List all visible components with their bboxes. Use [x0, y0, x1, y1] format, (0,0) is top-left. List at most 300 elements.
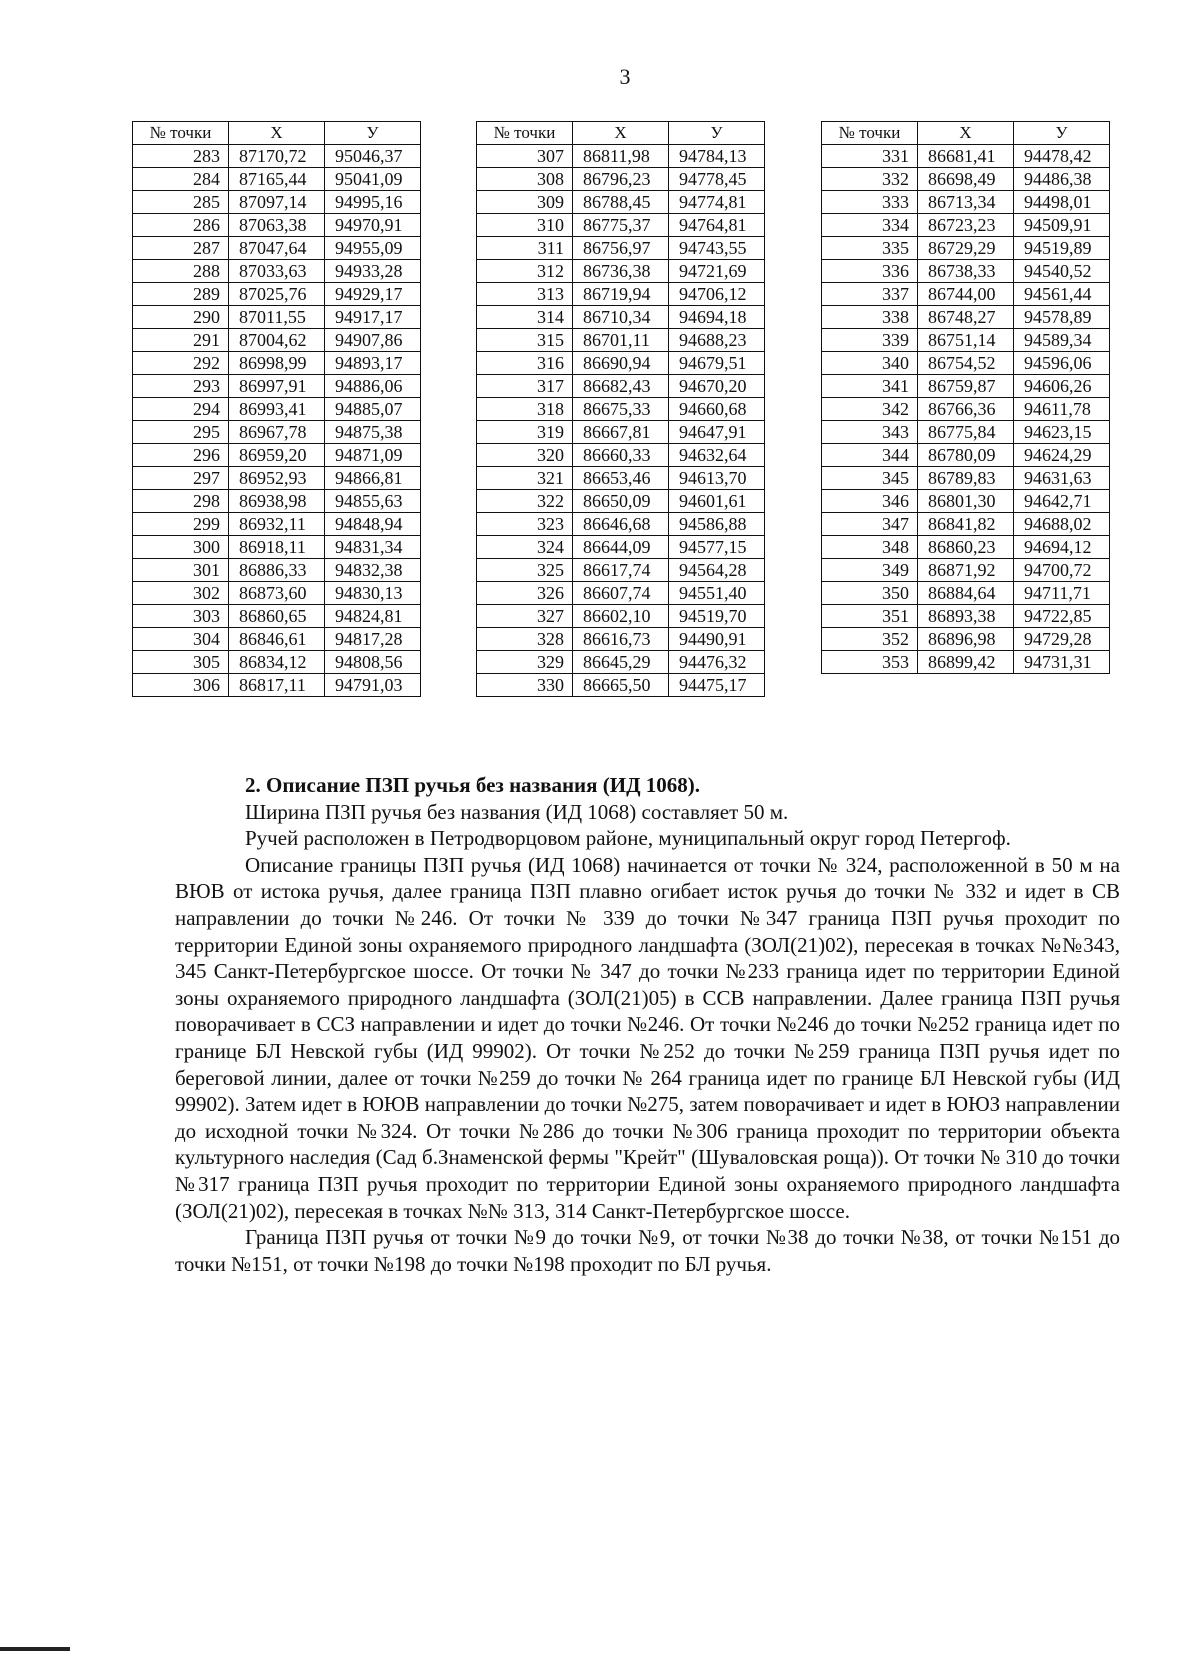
- point-number-cell: 285: [133, 191, 229, 214]
- x-coordinate-cell: 86675,33: [573, 398, 669, 421]
- y-coordinate-cell: 94486,38: [1014, 168, 1110, 191]
- point-number-cell: 283: [133, 145, 229, 168]
- y-coordinate-cell: 94917,17: [325, 306, 421, 329]
- x-coordinate-cell: 86899,42: [918, 651, 1014, 674]
- y-coordinate-cell: 94586,88: [669, 513, 765, 536]
- table-row: [477, 605, 765, 628]
- y-coordinate-cell: 94688,02: [1014, 513, 1110, 536]
- x-coordinate-cell: 86775,37: [573, 214, 669, 237]
- point-number-cell: 292: [133, 352, 229, 375]
- point-number-cell: 297: [133, 467, 229, 490]
- x-coordinate-cell: 86967,78: [229, 421, 325, 444]
- y-coordinate-cell: 94778,45: [669, 168, 765, 191]
- table-row: [477, 559, 765, 582]
- scan-edge-mark: [0, 1647, 70, 1651]
- table-row: [477, 674, 765, 697]
- x-coordinate-cell: 86959,20: [229, 444, 325, 467]
- y-coordinate-cell: 94631,63: [1014, 467, 1110, 490]
- coordinates-table-1: [132, 121, 421, 697]
- point-number-cell: 346: [822, 490, 918, 513]
- y-coordinate-cell: 94866,81: [325, 467, 421, 490]
- table-row: [477, 582, 765, 605]
- x-coordinate-cell: 86893,38: [918, 605, 1014, 628]
- y-coordinate-cell: 94791,03: [325, 674, 421, 697]
- table-row: [477, 398, 765, 421]
- table-row: [822, 168, 1110, 191]
- point-number-cell: 286: [133, 214, 229, 237]
- coordinates-table-2: [476, 121, 765, 697]
- x-coordinate-cell: 87063,38: [229, 214, 325, 237]
- y-coordinate-cell: 94519,70: [669, 605, 765, 628]
- x-coordinate-cell: 86918,11: [229, 536, 325, 559]
- point-number-cell: 304: [133, 628, 229, 651]
- table-row: [822, 145, 1110, 168]
- y-coordinate-cell: 94830,13: [325, 582, 421, 605]
- y-coordinate-cell: 95046,37: [325, 145, 421, 168]
- point-number-cell: 308: [477, 168, 573, 191]
- x-coordinate-cell: 86780,09: [918, 444, 1014, 467]
- x-coordinate-cell: 87033,63: [229, 260, 325, 283]
- x-coordinate-cell: 86789,83: [918, 467, 1014, 490]
- table-row: [133, 651, 421, 674]
- point-number-cell: 339: [822, 329, 918, 352]
- x-coordinate-cell: 86997,91: [229, 375, 325, 398]
- point-number-cell: 330: [477, 674, 573, 697]
- x-coordinate-cell: 86766,36: [918, 398, 1014, 421]
- x-coordinate-cell: 86701,11: [573, 329, 669, 352]
- x-coordinate-cell: 86738,33: [918, 260, 1014, 283]
- x-coordinate-cell: 86729,29: [918, 237, 1014, 260]
- table-row: [477, 444, 765, 467]
- point-number-cell: 316: [477, 352, 573, 375]
- x-coordinate-cell: 86667,81: [573, 421, 669, 444]
- table-row: [822, 421, 1110, 444]
- table-row: [477, 352, 765, 375]
- point-number-cell: 350: [822, 582, 918, 605]
- point-number-cell: 284: [133, 168, 229, 191]
- table-row: [822, 651, 1110, 674]
- y-coordinate-cell: 94729,28: [1014, 628, 1110, 651]
- table-row: [133, 329, 421, 352]
- paragraph-location: Ручей расположен в Петродворцовом районе, муниципальный округ город Петергоф.: [245, 826, 1011, 851]
- y-coordinate-cell: 94596,06: [1014, 352, 1110, 375]
- table-row: [133, 421, 421, 444]
- point-number-cell: 288: [133, 260, 229, 283]
- x-coordinate-cell: 86817,11: [229, 674, 325, 697]
- table-row: [822, 191, 1110, 214]
- y-coordinate-cell: 94907,86: [325, 329, 421, 352]
- point-number-cell: 301: [133, 559, 229, 582]
- table-row: [133, 513, 421, 536]
- y-coordinate-cell: 94970,91: [325, 214, 421, 237]
- y-coordinate-cell: 94764,81: [669, 214, 765, 237]
- point-number-cell: 302: [133, 582, 229, 605]
- y-coordinate-cell: 94670,20: [669, 375, 765, 398]
- point-number-cell: 310: [477, 214, 573, 237]
- point-number-cell: 353: [822, 651, 918, 674]
- point-number-cell: 300: [133, 536, 229, 559]
- x-coordinate-cell: 87097,14: [229, 191, 325, 214]
- table-row: [133, 398, 421, 421]
- x-coordinate-cell: 87025,76: [229, 283, 325, 306]
- y-coordinate-cell: 94700,72: [1014, 559, 1110, 582]
- table-row: [477, 237, 765, 260]
- table-row: [133, 145, 421, 168]
- point-number-cell: 326: [477, 582, 573, 605]
- y-coordinate-cell: 94578,89: [1014, 306, 1110, 329]
- point-number-cell: 352: [822, 628, 918, 651]
- point-number-cell: 287: [133, 237, 229, 260]
- x-coordinate-cell: 86886,33: [229, 559, 325, 582]
- table-row: [822, 329, 1110, 352]
- point-number-cell: 321: [477, 467, 573, 490]
- point-number-cell: 340: [822, 352, 918, 375]
- point-number-cell: 323: [477, 513, 573, 536]
- table-row: [133, 260, 421, 283]
- y-coordinate-cell: 94871,09: [325, 444, 421, 467]
- y-coordinate-cell: 94855,63: [325, 490, 421, 513]
- point-number-cell: 344: [822, 444, 918, 467]
- header-x: X: [573, 122, 669, 145]
- x-coordinate-cell: 87011,55: [229, 306, 325, 329]
- point-number-cell: 318: [477, 398, 573, 421]
- point-number-cell: 307: [477, 145, 573, 168]
- y-coordinate-cell: 94688,23: [669, 329, 765, 352]
- y-coordinate-cell: 94601,61: [669, 490, 765, 513]
- header-y: У: [669, 122, 765, 145]
- y-coordinate-cell: 94632,64: [669, 444, 765, 467]
- y-coordinate-cell: 94875,38: [325, 421, 421, 444]
- point-number-cell: 331: [822, 145, 918, 168]
- y-coordinate-cell: 94721,69: [669, 260, 765, 283]
- table-row: [477, 536, 765, 559]
- x-coordinate-cell: 86682,43: [573, 375, 669, 398]
- point-number-cell: 319: [477, 421, 573, 444]
- y-coordinate-cell: 94995,16: [325, 191, 421, 214]
- y-coordinate-cell: 94478,42: [1014, 145, 1110, 168]
- x-coordinate-cell: 86841,82: [918, 513, 1014, 536]
- point-number-cell: 343: [822, 421, 918, 444]
- point-number-cell: 336: [822, 260, 918, 283]
- x-coordinate-cell: 86710,34: [573, 306, 669, 329]
- point-number-cell: 312: [477, 260, 573, 283]
- section-heading: 2. Описание ПЗП ручья без названия (ИД 1068).: [245, 773, 701, 797]
- table-row: [822, 444, 1110, 467]
- y-coordinate-cell: 94824,81: [325, 605, 421, 628]
- y-coordinate-cell: 94647,91: [669, 421, 765, 444]
- x-coordinate-cell: 86653,46: [573, 467, 669, 490]
- y-coordinate-cell: 94540,52: [1014, 260, 1110, 283]
- y-coordinate-cell: 94694,18: [669, 306, 765, 329]
- table-row: [477, 490, 765, 513]
- point-number-cell: 334: [822, 214, 918, 237]
- y-coordinate-cell: 94808,56: [325, 651, 421, 674]
- y-coordinate-cell: 94832,38: [325, 559, 421, 582]
- table-row: [133, 559, 421, 582]
- x-coordinate-cell: 86751,14: [918, 329, 1014, 352]
- x-coordinate-cell: 86993,41: [229, 398, 325, 421]
- table-row: [477, 467, 765, 490]
- y-coordinate-cell: 94519,89: [1014, 237, 1110, 260]
- point-number-cell: 332: [822, 168, 918, 191]
- x-coordinate-cell: 86846,61: [229, 628, 325, 651]
- x-coordinate-cell: 86646,68: [573, 513, 669, 536]
- point-number-cell: 342: [822, 398, 918, 421]
- header-point-number: № точки: [822, 122, 918, 145]
- x-coordinate-cell: 86932,11: [229, 513, 325, 536]
- y-coordinate-cell: 94706,12: [669, 283, 765, 306]
- point-number-cell: 315: [477, 329, 573, 352]
- table-row: [477, 513, 765, 536]
- table-header-row: [822, 122, 1110, 145]
- x-coordinate-cell: 86871,92: [918, 559, 1014, 582]
- paragraph-boundary-description: Описание границы ПЗП ручья (ИД 1068) начинается от точки № 324, расположенной в 50 м на ВЮВ от истока ручья, далее граница ПЗП плавно огибает исток ручья до точки № 332 и идет в СВ направлении до точки №246. От точки № 339 до точки №347 граница ПЗП ручья проходит по территории Единой зоны охраняемого природного ландшафта (ЗОЛ(21)02), пересекая в точках №№343, 345 Санкт-Петербургское шоссе. От точки № 347 до точки №233 граница идет по территории Единой зоны охраняемого природного ландшафта (ЗОЛ(21)05) в ССВ направлении. Далее граница ПЗП ручья поворачивает в ССЗ направлении и идет до точки №246. От точки №246 до точки №252 граница идет по границе БЛ Невской губы (ИД 99902). От точки №252 до точки №259 граница ПЗП ручья идет по береговой линии, далее от точки №259 до точки № 264 граница идет по границе БЛ Невской губы (ИД 99902). Затем идет в ЮЮВ направлении до точки №275, затем поворачивает и идет в ЮЮЗ направлении до исходной точки №324. От точки №286 до точки №306 граница проходит по территории объекта культурного наследия (Сад б.Знаменской фермы "Крейт" (Шуваловская роща)). От точки № 310 до точки №317 граница ПЗП ручья проходит по территории Единой зоны охраняемого природного ландшафта (ЗОЛ(21)02), пересекая в точках №№ 313, 314 Санкт-Петербургское шоссе.: [175, 852, 1120, 1223]
- point-number-cell: 337: [822, 283, 918, 306]
- x-coordinate-cell: 86896,98: [918, 628, 1014, 651]
- table-row: [133, 467, 421, 490]
- header-x: X: [918, 122, 1014, 145]
- x-coordinate-cell: 86644,09: [573, 536, 669, 559]
- table-row: [822, 375, 1110, 398]
- point-number-cell: 345: [822, 467, 918, 490]
- y-coordinate-cell: 94509,91: [1014, 214, 1110, 237]
- table-row: [822, 237, 1110, 260]
- point-number-cell: 293: [133, 375, 229, 398]
- table-row: [133, 444, 421, 467]
- point-number-cell: 314: [477, 306, 573, 329]
- table-row: [477, 375, 765, 398]
- header-y: У: [1014, 122, 1110, 145]
- point-number-cell: 290: [133, 306, 229, 329]
- x-coordinate-cell: 86834,12: [229, 651, 325, 674]
- y-coordinate-cell: 94893,17: [325, 352, 421, 375]
- x-coordinate-cell: 86998,99: [229, 352, 325, 375]
- y-coordinate-cell: 95041,09: [325, 168, 421, 191]
- y-coordinate-cell: 94476,32: [669, 651, 765, 674]
- x-coordinate-cell: 86650,09: [573, 490, 669, 513]
- y-coordinate-cell: 94561,44: [1014, 283, 1110, 306]
- point-number-cell: 313: [477, 283, 573, 306]
- x-coordinate-cell: 86617,74: [573, 559, 669, 582]
- table-row: [133, 628, 421, 651]
- y-coordinate-cell: 94589,34: [1014, 329, 1110, 352]
- table-header-row: [477, 122, 765, 145]
- paragraph-width: Ширина ПЗП ручья без названия (ИД 1068) составляет 50 м.: [245, 799, 789, 824]
- x-coordinate-cell: 86788,45: [573, 191, 669, 214]
- point-number-cell: 333: [822, 191, 918, 214]
- y-coordinate-cell: 94613,70: [669, 467, 765, 490]
- x-coordinate-cell: 86811,98: [573, 145, 669, 168]
- point-number-cell: 325: [477, 559, 573, 582]
- paragraph-shoreline: Граница ПЗП ручья от точки №9 до точки №9, от точки №38 до точки №38, от точки №151 до точки №151, от точки №198 до точки №198 проходит по БЛ ручья.: [175, 1225, 1120, 1276]
- table-row: [133, 375, 421, 398]
- point-number-cell: 295: [133, 421, 229, 444]
- point-number-cell: 324: [477, 536, 573, 559]
- point-number-cell: 329: [477, 651, 573, 674]
- y-coordinate-cell: 94831,34: [325, 536, 421, 559]
- table-row: [822, 283, 1110, 306]
- x-coordinate-cell: 86748,27: [918, 306, 1014, 329]
- y-coordinate-cell: 94955,09: [325, 237, 421, 260]
- point-number-cell: 303: [133, 605, 229, 628]
- x-coordinate-cell: 87004,62: [229, 329, 325, 352]
- y-coordinate-cell: 94642,71: [1014, 490, 1110, 513]
- table-row: [477, 421, 765, 444]
- x-coordinate-cell: 86860,65: [229, 605, 325, 628]
- table-row: [477, 283, 765, 306]
- table-row: [133, 605, 421, 628]
- table-header-row: [133, 122, 421, 145]
- point-number-cell: 309: [477, 191, 573, 214]
- x-coordinate-cell: 86884,64: [918, 582, 1014, 605]
- point-number-cell: 328: [477, 628, 573, 651]
- y-coordinate-cell: 94551,40: [669, 582, 765, 605]
- point-number-cell: 317: [477, 375, 573, 398]
- point-number-cell: 347: [822, 513, 918, 536]
- x-coordinate-cell: 86796,23: [573, 168, 669, 191]
- y-coordinate-cell: 94784,13: [669, 145, 765, 168]
- x-coordinate-cell: 87165,44: [229, 168, 325, 191]
- y-coordinate-cell: 94722,85: [1014, 605, 1110, 628]
- y-coordinate-cell: 94624,29: [1014, 444, 1110, 467]
- x-coordinate-cell: 86938,98: [229, 490, 325, 513]
- table-row: [133, 191, 421, 214]
- header-point-number: № точки: [477, 122, 573, 145]
- table-row: [477, 651, 765, 674]
- x-coordinate-cell: 86645,29: [573, 651, 669, 674]
- y-coordinate-cell: 94774,81: [669, 191, 765, 214]
- table-row: [133, 168, 421, 191]
- x-coordinate-cell: 86602,10: [573, 605, 669, 628]
- table-row: [133, 674, 421, 697]
- page-number: 3: [619, 64, 631, 89]
- y-coordinate-cell: 94611,78: [1014, 398, 1110, 421]
- x-coordinate-cell: 86713,34: [918, 191, 1014, 214]
- y-coordinate-cell: 94885,07: [325, 398, 421, 421]
- x-coordinate-cell: 86616,73: [573, 628, 669, 651]
- y-coordinate-cell: 94929,17: [325, 283, 421, 306]
- table-row: [133, 283, 421, 306]
- point-number-cell: 320: [477, 444, 573, 467]
- header-y: У: [325, 122, 421, 145]
- x-coordinate-cell: 87047,64: [229, 237, 325, 260]
- y-coordinate-cell: 94711,71: [1014, 582, 1110, 605]
- point-number-cell: 306: [133, 674, 229, 697]
- y-coordinate-cell: 94743,55: [669, 237, 765, 260]
- point-number-cell: 335: [822, 237, 918, 260]
- x-coordinate-cell: 86690,94: [573, 352, 669, 375]
- table-row: [477, 329, 765, 352]
- y-coordinate-cell: 94817,28: [325, 628, 421, 651]
- point-number-cell: 298: [133, 490, 229, 513]
- point-number-cell: 305: [133, 651, 229, 674]
- table-row: [133, 490, 421, 513]
- y-coordinate-cell: 94660,68: [669, 398, 765, 421]
- y-coordinate-cell: 94577,15: [669, 536, 765, 559]
- x-coordinate-cell: 86607,74: [573, 582, 669, 605]
- table-row: [822, 214, 1110, 237]
- point-number-cell: 349: [822, 559, 918, 582]
- x-coordinate-cell: 86873,60: [229, 582, 325, 605]
- x-coordinate-cell: 86681,41: [918, 145, 1014, 168]
- table-row: [133, 582, 421, 605]
- x-coordinate-cell: 86698,49: [918, 168, 1014, 191]
- x-coordinate-cell: 86801,30: [918, 490, 1014, 513]
- x-coordinate-cell: 86719,94: [573, 283, 669, 306]
- section-body: [175, 772, 1120, 1277]
- y-coordinate-cell: 94694,12: [1014, 536, 1110, 559]
- point-number-cell: 299: [133, 513, 229, 536]
- point-number-cell: 341: [822, 375, 918, 398]
- point-number-cell: 348: [822, 536, 918, 559]
- table-row: [477, 628, 765, 651]
- x-coordinate-cell: 86660,33: [573, 444, 669, 467]
- table-row: [133, 214, 421, 237]
- x-coordinate-cell: 86756,97: [573, 237, 669, 260]
- y-coordinate-cell: 94679,51: [669, 352, 765, 375]
- x-coordinate-cell: 87170,72: [229, 145, 325, 168]
- point-number-cell: 296: [133, 444, 229, 467]
- table-row: [822, 582, 1110, 605]
- table-row: [822, 559, 1110, 582]
- table-row: [822, 490, 1110, 513]
- table-row: [822, 628, 1110, 651]
- header-x: X: [229, 122, 325, 145]
- table-row: [477, 306, 765, 329]
- table-row: [133, 536, 421, 559]
- x-coordinate-cell: 86754,52: [918, 352, 1014, 375]
- x-coordinate-cell: 86759,87: [918, 375, 1014, 398]
- table-row: [477, 145, 765, 168]
- table-row: [477, 168, 765, 191]
- table-row: [133, 237, 421, 260]
- y-coordinate-cell: 94564,28: [669, 559, 765, 582]
- y-coordinate-cell: 94731,31: [1014, 651, 1110, 674]
- point-number-cell: 289: [133, 283, 229, 306]
- table-row: [822, 513, 1110, 536]
- y-coordinate-cell: 94623,15: [1014, 421, 1110, 444]
- table-row: [822, 467, 1110, 490]
- point-number-cell: 327: [477, 605, 573, 628]
- header-point-number: № точки: [133, 122, 229, 145]
- y-coordinate-cell: 94475,17: [669, 674, 765, 697]
- point-number-cell: 311: [477, 237, 573, 260]
- table-row: [822, 260, 1110, 283]
- table-row: [822, 605, 1110, 628]
- x-coordinate-cell: 86665,50: [573, 674, 669, 697]
- y-coordinate-cell: 94886,06: [325, 375, 421, 398]
- table-row: [822, 398, 1110, 421]
- x-coordinate-cell: 86775,84: [918, 421, 1014, 444]
- x-coordinate-cell: 86952,93: [229, 467, 325, 490]
- point-number-cell: 322: [477, 490, 573, 513]
- x-coordinate-cell: 86860,23: [918, 536, 1014, 559]
- x-coordinate-cell: 86744,00: [918, 283, 1014, 306]
- coordinates-table-3: [821, 121, 1110, 674]
- point-number-cell: 294: [133, 398, 229, 421]
- table-row: [822, 306, 1110, 329]
- y-coordinate-cell: 94848,94: [325, 513, 421, 536]
- point-number-cell: 338: [822, 306, 918, 329]
- x-coordinate-cell: 86736,38: [573, 260, 669, 283]
- y-coordinate-cell: 94933,28: [325, 260, 421, 283]
- y-coordinate-cell: 94490,91: [669, 628, 765, 651]
- table-row: [822, 352, 1110, 375]
- table-row: [822, 536, 1110, 559]
- y-coordinate-cell: 94606,26: [1014, 375, 1110, 398]
- table-row: [477, 191, 765, 214]
- table-row: [133, 352, 421, 375]
